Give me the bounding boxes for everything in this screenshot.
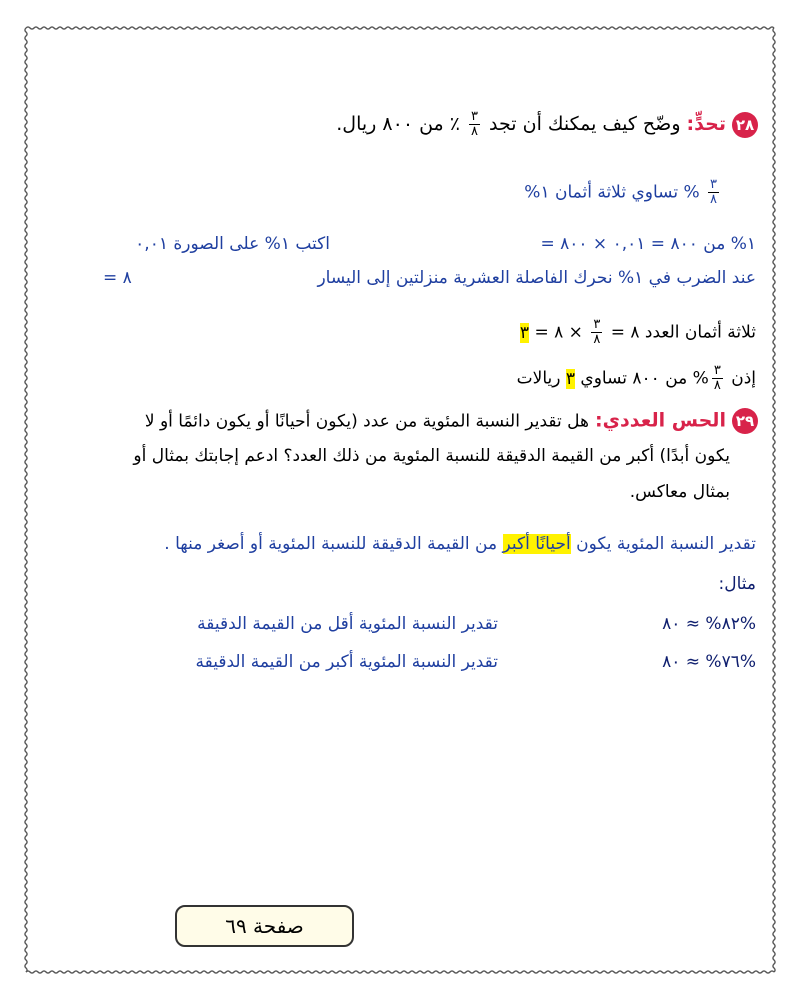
question-text-end: ٪ من ٨٠٠ ريال. [336,113,460,135]
question-number-badge: ٢٩ [732,408,758,434]
question-text: هل تقدير النسبة المئوية من عدد (يكون أحيانًا أو يكون دائمًا أو لا [144,411,589,432]
example-label: مثال: [718,574,756,594]
fraction: $\frac{٣}{٨}$ [710,177,717,207]
question-number-badge: ٢٨ [732,112,758,138]
question-28 [336,110,758,139]
example-1-math: ٨٢% ≈ ٨٠% [662,614,756,634]
example-2-text: تقدير النسبة المئوية أكبر من القيمة الدقيقة [195,652,498,672]
solution-line-3-value: = ٨ [103,268,132,288]
solution-line-3-note: عند الضرب في ١% نحرك الفاصلة العشرية منزلتين إلى اليسار [317,268,756,288]
question-title: تحدٍّ: [686,113,726,135]
question-29-line-3: بمثال معاكس. [629,482,730,502]
solution-line-1: $\frac{٣}{٨}$ % تساوي ثلاثة أثمان ١% [524,177,717,207]
highlighted-answer: أحيانًا أكبر [502,534,571,554]
question-title: الحس العددي: [595,409,726,432]
solution-line-2: ١% من ٨٠٠ = ٠,٠١ × ٨٠٠ = [540,234,756,254]
example-2-math: ٧٦% ≈ ٨٠% [662,652,756,672]
question-29 [145,408,758,434]
example-1-text: تقدير النسبة المئوية أقل من القيمة الدقيقة [197,614,498,634]
page-number-box [175,905,354,947]
question-text: وضّح كيف يمكنك أن تجد [489,113,681,135]
answer-line: تقدير النسبة المئوية يكون أحيانًا أكبر من القيمة الدقيقة للنسبة المئوية أو أصغر منها . [164,534,756,554]
fraction: $\frac{٣}{٨}$ [471,109,478,139]
highlighted-result: ٣ [565,368,575,389]
fraction: $\frac{٣}{٨}$ [713,363,721,393]
highlighted-result: ٣ [519,322,530,343]
solution-line-4: ثلاثة أثمان العدد ٨ = $\frac{٣}{٨}$ × ٨ = ٣ [519,317,756,347]
page-number: صفحة ٦٩ [225,914,304,938]
solution-line-5: إذن $\frac{٣}{٨}$ % من ٨٠٠ تساوي ٣ ريالات [516,363,756,393]
question-29-line-2: يكون أبدًا) أكبر من القيمة الدقيقة للنسبة المئوية من ذلك العدد؟ ادعم إجابتك بمثال أو [133,446,730,466]
solution-line-2-note: اكتب ١% على الصورة ٠,٠١ [135,234,330,254]
fraction: $\frac{٣}{٨}$ [593,317,601,347]
